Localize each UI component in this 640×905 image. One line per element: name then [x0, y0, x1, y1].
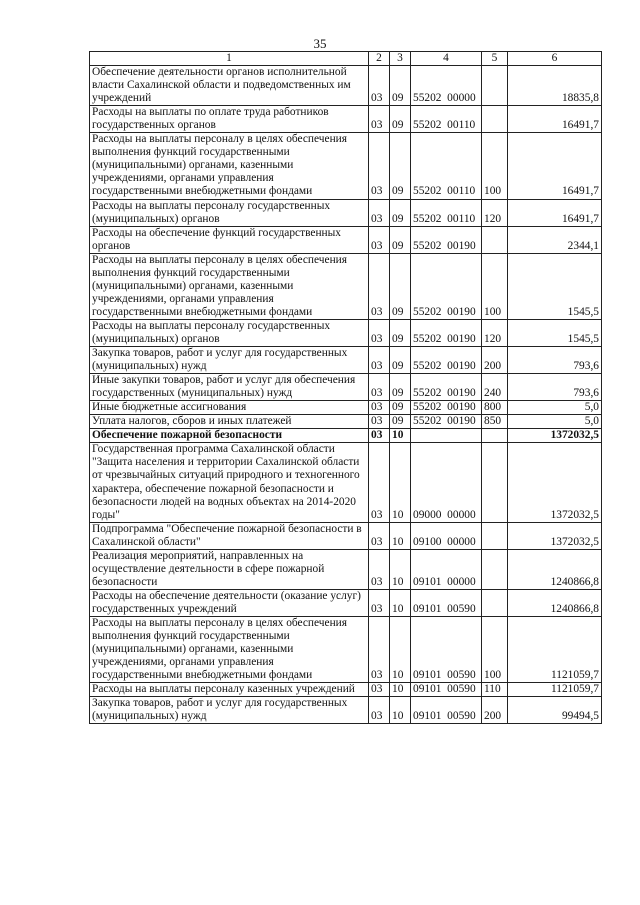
row-target-article: 55202 00110 — [411, 133, 482, 199]
row-expense-type — [482, 522, 508, 549]
row-name: Расходы на выплаты персоналу казенных учреждений — [90, 683, 369, 697]
row-expense-type: 100 — [482, 133, 508, 199]
row-name: Обеспечение пожарной безопасности — [90, 429, 369, 443]
row-name: Расходы на выплаты по оплате труда работников государственных органов — [90, 106, 369, 133]
row-name: Расходы на выплаты персоналу в целях обеспечения выполнения функций государственными (муниципальными) органами, казенными учреждениями, органами управления государственными внебюджетными фондами — [90, 616, 369, 682]
row-name: Расходы на выплаты персоналу государственных (муниципальных) органов — [90, 319, 369, 346]
row-section: 03 — [369, 347, 390, 374]
row-amount: 16491,7 — [508, 133, 602, 199]
table-row — [90, 697, 602, 724]
row-section: 03 — [369, 415, 390, 429]
table-row — [90, 374, 602, 401]
row-target-article: 09101 00590 — [411, 697, 482, 724]
row-subsection: 10 — [390, 616, 411, 682]
row-target-article — [411, 429, 482, 443]
table-row — [90, 683, 602, 697]
row-amount: 2344,1 — [508, 226, 602, 253]
row-section: 03 — [369, 319, 390, 346]
row-section: 03 — [369, 106, 390, 133]
row-subsection: 10 — [390, 522, 411, 549]
header-col-5: 5 — [482, 52, 508, 66]
row-subsection: 10 — [390, 683, 411, 697]
row-expense-type: 800 — [482, 401, 508, 415]
row-section: 03 — [369, 429, 390, 443]
row-section: 03 — [369, 253, 390, 319]
row-subsection: 10 — [390, 697, 411, 724]
table-row — [90, 199, 602, 226]
table-row — [90, 347, 602, 374]
row-target-article: 55202 00110 — [411, 199, 482, 226]
row-amount: 5,0 — [508, 415, 602, 429]
table-header-row — [90, 52, 602, 66]
row-section: 03 — [369, 589, 390, 616]
row-expense-type: 120 — [482, 199, 508, 226]
table-row — [90, 443, 602, 522]
row-subsection: 10 — [390, 429, 411, 443]
row-section: 03 — [369, 697, 390, 724]
row-section: 03 — [369, 226, 390, 253]
row-amount: 1545,5 — [508, 319, 602, 346]
row-expense-type — [482, 106, 508, 133]
table-row — [90, 522, 602, 549]
row-subsection: 09 — [390, 133, 411, 199]
row-section: 03 — [369, 133, 390, 199]
table-row — [90, 106, 602, 133]
row-section: 03 — [369, 683, 390, 697]
row-name: Закупка товаров, работ и услуг для государственных (муниципальных) нужд — [90, 697, 369, 724]
row-target-article: 09101 00590 — [411, 616, 482, 682]
row-subsection: 10 — [390, 589, 411, 616]
row-amount: 99494,5 — [508, 697, 602, 724]
table-row — [90, 549, 602, 589]
row-amount: 793,6 — [508, 374, 602, 401]
row-expense-type: 110 — [482, 683, 508, 697]
row-target-article: 55202 00190 — [411, 374, 482, 401]
row-subsection: 09 — [390, 253, 411, 319]
row-target-article: 55202 00000 — [411, 66, 482, 106]
row-section: 03 — [369, 199, 390, 226]
row-name: Расходы на обеспечение функций государственных органов — [90, 226, 369, 253]
row-amount: 1121059,7 — [508, 616, 602, 682]
table-row — [90, 133, 602, 199]
row-target-article: 09101 00590 — [411, 683, 482, 697]
row-name: Закупка товаров, работ и услуг для государственных (муниципальных) нужд — [90, 347, 369, 374]
row-section: 03 — [369, 374, 390, 401]
row-name: Реализация мероприятий, направленных на осуществление деятельности в сфере пожарной безопасности — [90, 549, 369, 589]
row-subsection: 09 — [390, 226, 411, 253]
row-subsection: 09 — [390, 415, 411, 429]
row-amount: 1240866,8 — [508, 549, 602, 589]
row-target-article: 55202 00190 — [411, 347, 482, 374]
table-row — [90, 226, 602, 253]
header-col-3: 3 — [390, 52, 411, 66]
row-section: 03 — [369, 443, 390, 522]
row-amount: 16491,7 — [508, 199, 602, 226]
row-target-article: 09000 00000 — [411, 443, 482, 522]
row-subsection: 09 — [390, 347, 411, 374]
table-row — [90, 589, 602, 616]
header-col-6: 6 — [508, 52, 602, 66]
row-target-article: 55202 00190 — [411, 253, 482, 319]
budget-table — [89, 51, 602, 724]
row-subsection: 10 — [390, 549, 411, 589]
row-amount: 1240866,8 — [508, 589, 602, 616]
row-subsection: 10 — [390, 443, 411, 522]
row-subsection: 09 — [390, 66, 411, 106]
row-section: 03 — [369, 401, 390, 415]
table-row — [90, 616, 602, 682]
row-target-article: 09101 00000 — [411, 549, 482, 589]
header-col-1: 1 — [90, 52, 369, 66]
row-target-article: 55202 00190 — [411, 226, 482, 253]
row-amount: 16491,7 — [508, 106, 602, 133]
row-subsection: 09 — [390, 199, 411, 226]
row-expense-type: 200 — [482, 697, 508, 724]
row-name: Уплата налогов, сборов и иных платежей — [90, 415, 369, 429]
row-section: 03 — [369, 522, 390, 549]
table-row — [90, 66, 602, 106]
row-amount: 1372032,5 — [508, 443, 602, 522]
row-target-article: 55202 00190 — [411, 401, 482, 415]
row-name: Государственная программа Сахалинской области "Защита населения и территории Сахалинской области от чрезвычайных ситуаций природного и техногенного характера, обеспечение пожарной безопасности и безопасности людей на водных объектах на 2014-2020 годы" — [90, 443, 369, 522]
row-amount: 1372032,5 — [508, 522, 602, 549]
row-expense-type: 240 — [482, 374, 508, 401]
row-target-article: 55202 00110 — [411, 106, 482, 133]
row-subsection: 09 — [390, 374, 411, 401]
row-expense-type — [482, 66, 508, 106]
row-amount: 1545,5 — [508, 253, 602, 319]
table-row — [90, 319, 602, 346]
row-name: Подпрограмма "Обеспечение пожарной безопасности в Сахалинской области" — [90, 522, 369, 549]
row-expense-type: 100 — [482, 253, 508, 319]
row-expense-type — [482, 549, 508, 589]
row-subsection: 09 — [390, 401, 411, 415]
row-target-article: 55202 00190 — [411, 415, 482, 429]
row-target-article: 09100 00000 — [411, 522, 482, 549]
row-section: 03 — [369, 66, 390, 106]
row-expense-type: 200 — [482, 347, 508, 374]
header-col-2: 2 — [369, 52, 390, 66]
row-expense-type: 850 — [482, 415, 508, 429]
row-expense-type: 120 — [482, 319, 508, 346]
row-amount: 1121059,7 — [508, 683, 602, 697]
row-expense-type — [482, 429, 508, 443]
row-subsection: 09 — [390, 106, 411, 133]
row-expense-type: 100 — [482, 616, 508, 682]
row-name: Расходы на обеспечение деятельности (оказание услуг) государственных учреждений — [90, 589, 369, 616]
row-name: Расходы на выплаты персоналу в целях обеспечения выполнения функций государственными (муниципальными) органами, казенными учреждениями, органами управления государственными внебюджетными фондами — [90, 133, 369, 199]
table-row — [90, 429, 602, 443]
row-name: Расходы на выплаты персоналу в целях обеспечения выполнения функций государственными (муниципальными) органами, казенными учреждениями, органами управления государственными внебюджетными фондами — [90, 253, 369, 319]
row-amount: 18835,8 — [508, 66, 602, 106]
table-row — [90, 253, 602, 319]
row-name: Иные закупки товаров, работ и услуг для обеспечения государственных (муниципальных) нужд — [90, 374, 369, 401]
row-section: 03 — [369, 616, 390, 682]
row-amount: 1372032,5 — [508, 429, 602, 443]
row-name: Обеспечение деятельности органов исполнительной власти Сахалинской области и подведомственных им учреждений — [90, 66, 369, 106]
table-row — [90, 415, 602, 429]
row-subsection: 09 — [390, 319, 411, 346]
row-name: Иные бюджетные ассигнования — [90, 401, 369, 415]
header-col-4: 4 — [411, 52, 482, 66]
table-row — [90, 401, 602, 415]
row-amount: 5,0 — [508, 401, 602, 415]
row-name: Расходы на выплаты персоналу государственных (муниципальных) органов — [90, 199, 369, 226]
row-target-article: 55202 00190 — [411, 319, 482, 346]
row-amount: 793,6 — [508, 347, 602, 374]
row-section: 03 — [369, 549, 390, 589]
row-expense-type — [482, 589, 508, 616]
page-number: 35 — [313, 36, 327, 51]
row-target-article: 09101 00590 — [411, 589, 482, 616]
row-expense-type — [482, 443, 508, 522]
row-expense-type — [482, 226, 508, 253]
